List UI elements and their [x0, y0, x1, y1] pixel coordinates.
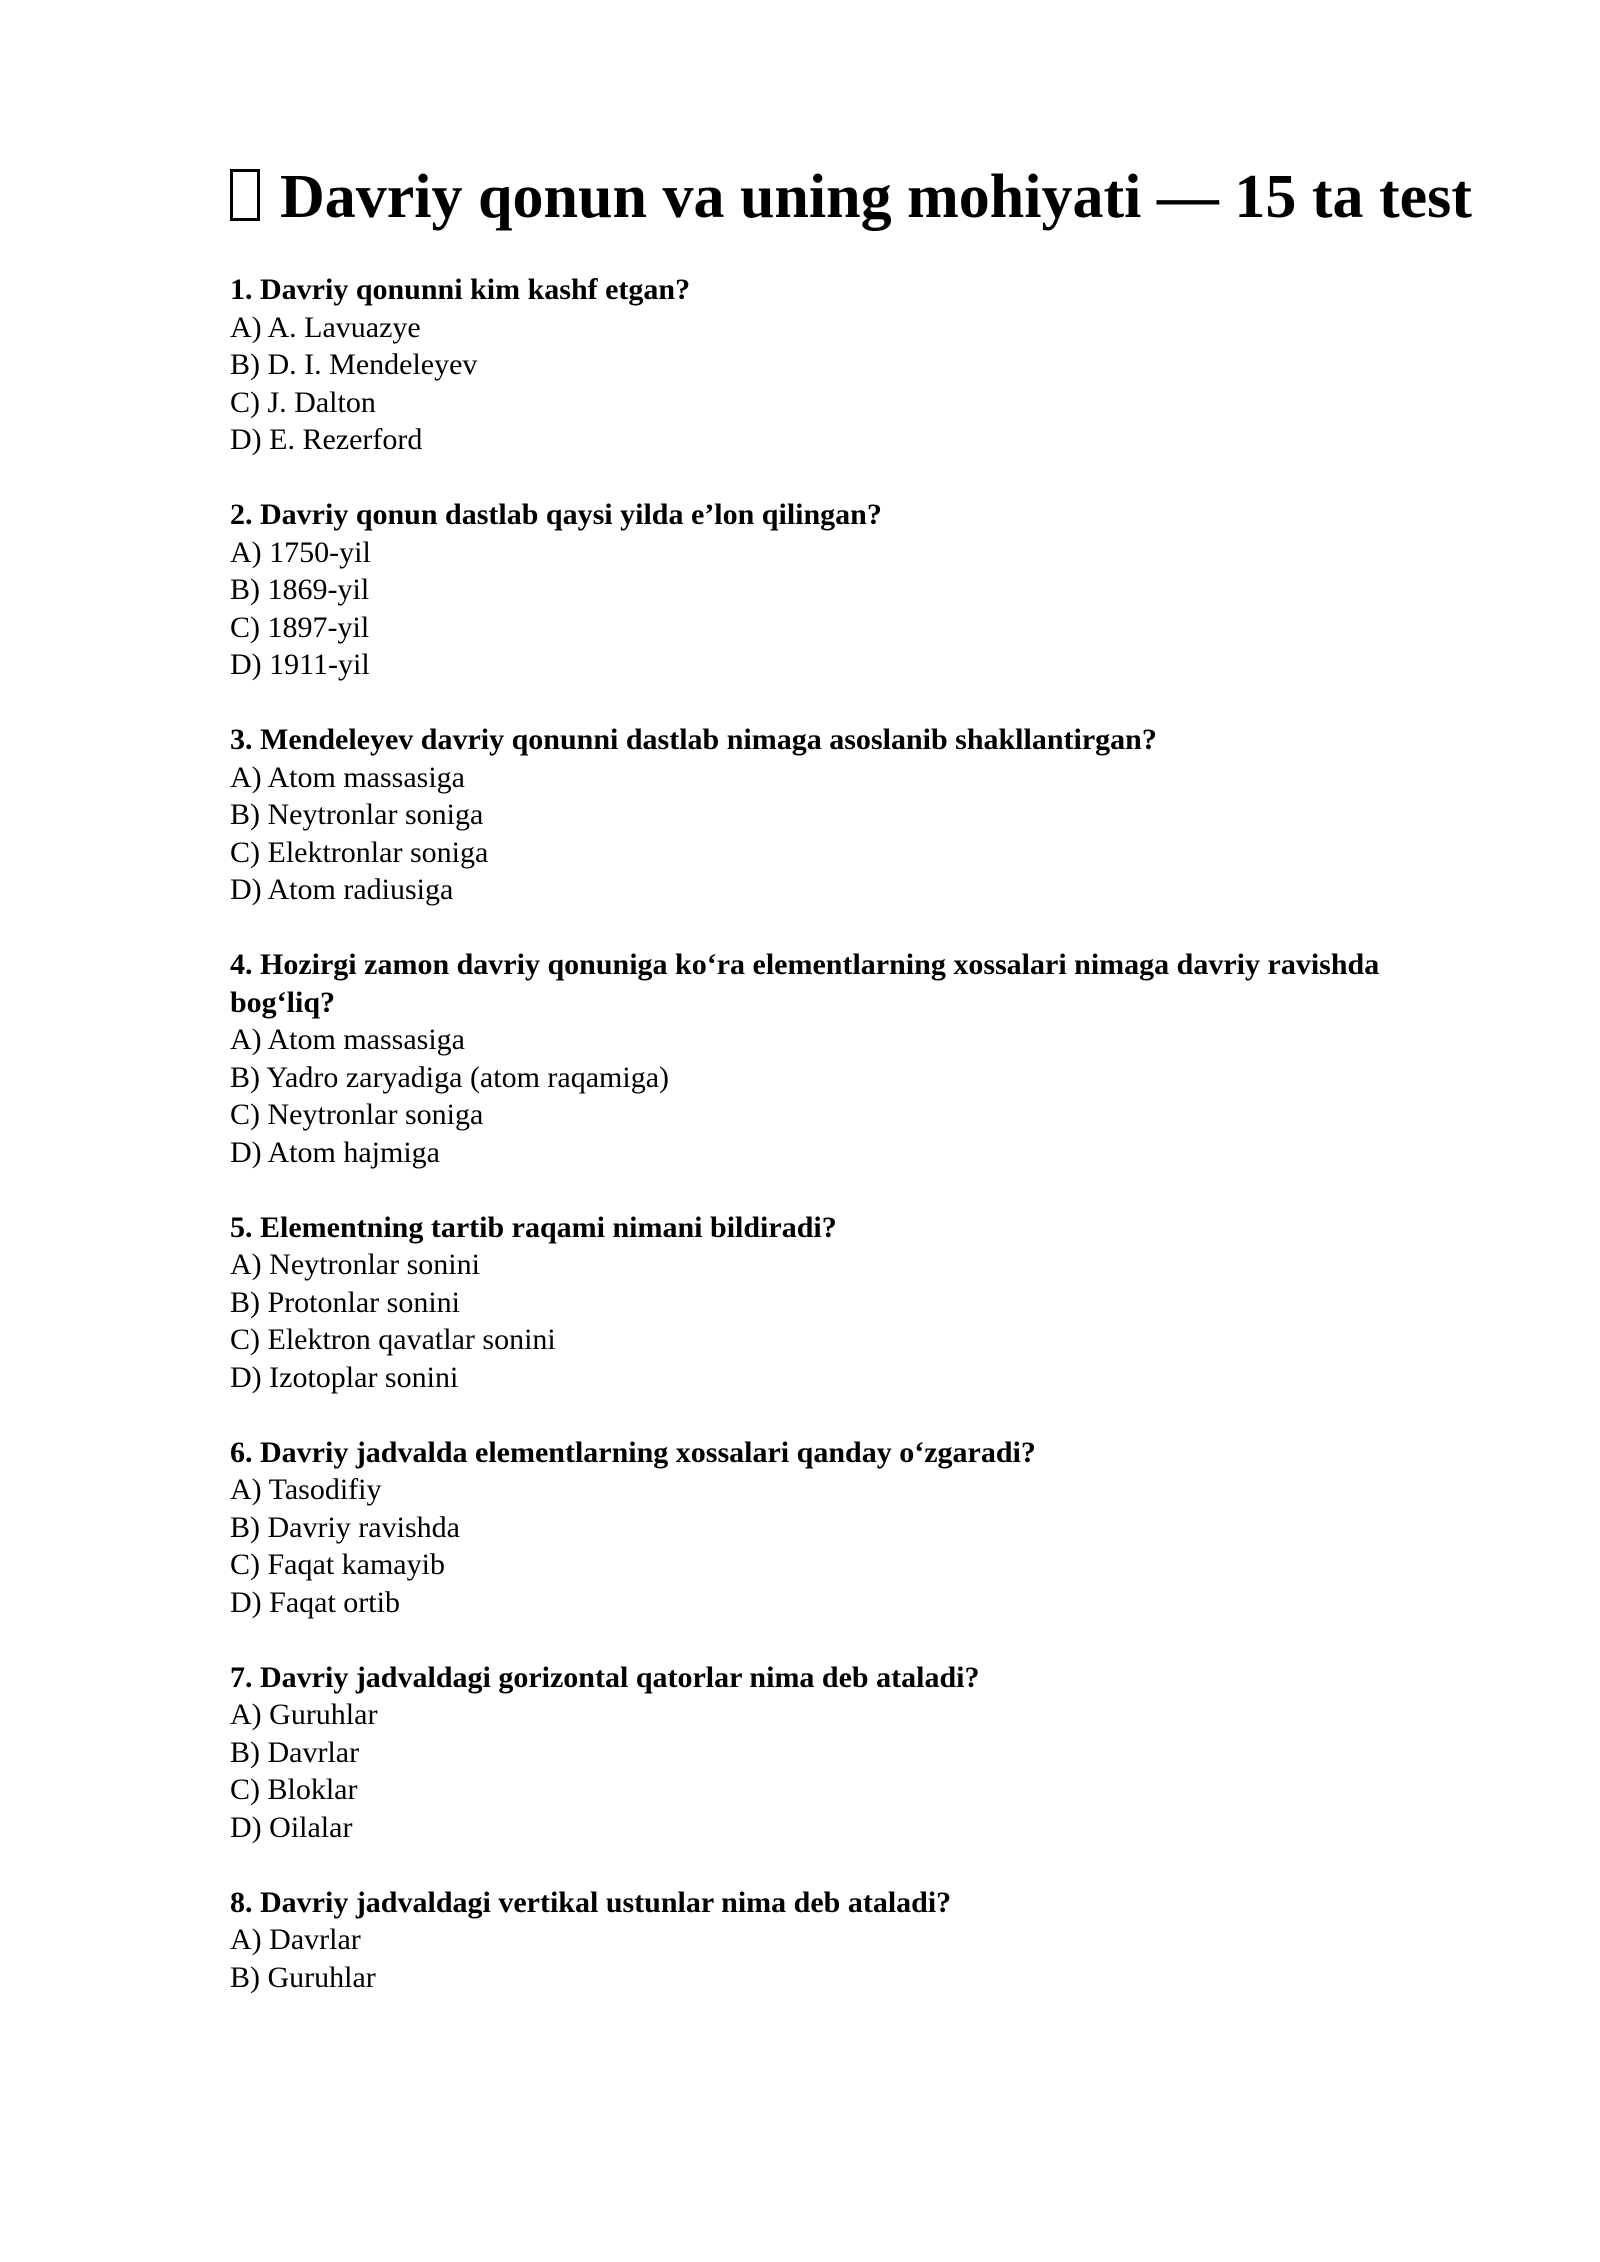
page-title [230, 158, 1490, 237]
answer-option: A) Neytronlar sonini [230, 1248, 480, 1281]
answer-option: A) Atom massasiga [230, 1023, 465, 1056]
answer-option: A) Guruhlar [230, 1698, 378, 1731]
answer-option: D) Izotoplar sonini [230, 1360, 459, 1394]
question-text: 4. Hozirgi zamon davriy qonuniga ko‘ra elementlarning xossalari nimaga davriy ravishda bog‘liq? [230, 948, 1380, 1019]
question-text: 5. Elementning tartib raqami nimani bildiradi? [230, 1210, 837, 1244]
answer-option: B) Davriy ravishda [230, 1510, 460, 1544]
answer-option: C) 1897-yil [230, 610, 370, 644]
question-text: 8. Davriy jadvaldagi vertikal ustunlar nima deb ataladi? [230, 1885, 952, 1919]
answer-option: C) Neytronlar soniga [230, 1098, 484, 1131]
question-text: 7. Davriy jadvaldagi gorizontal qatorlar nima deb ataladi? [230, 1660, 980, 1694]
question-block [230, 721, 1490, 909]
answer-option: D) 1911-yil [230, 648, 370, 681]
question-block [230, 1209, 1490, 1397]
answer-option: B) Yadro zaryadiga (atom raqamiga) [230, 1060, 670, 1094]
question-block [230, 1884, 1490, 1997]
missing-glyph-icon [230, 169, 260, 221]
document-page [230, 158, 1490, 2034]
answer-option: B) Neytronlar soniga [230, 798, 484, 831]
question-list [230, 271, 1490, 1996]
answer-option: A) A. Lavuazye [230, 310, 421, 344]
answer-option: D) Atom radiusiga [230, 873, 454, 906]
question-text: 6. Davriy jadvalda elementlarning xossalari qanday o‘zgaradi? [230, 1435, 1036, 1469]
question-block [230, 496, 1490, 684]
answer-option: A) Atom massasiga [230, 760, 465, 794]
answer-option: B) Guruhlar [230, 1960, 376, 1994]
title-text: Davriy qonun va uning mohiyati — 15 ta test [280, 163, 1472, 231]
question-block [230, 1659, 1490, 1847]
answer-option: B) Davrlar [230, 1735, 360, 1769]
question-text: 3. Mendeleyev davriy qonunni dastlab nimaga asoslanib shakllantirgan? [230, 723, 1157, 756]
answer-option: C) Faqat kamayib [230, 1548, 445, 1581]
answer-option: D) E. Rezerford [230, 423, 423, 456]
question-block [230, 271, 1490, 459]
answer-option: C) Elektron qavatlar sonini [230, 1323, 556, 1356]
question-text: 1. Davriy qonunni kim kashf etgan? [230, 273, 691, 306]
answer-option: D) Atom hajmiga [230, 1135, 440, 1169]
answer-option: B) Protonlar sonini [230, 1285, 460, 1319]
answer-option: C) Bloklar [230, 1773, 358, 1806]
answer-option: B) 1869-yil [230, 573, 370, 606]
answer-option: A) Davrlar [230, 1923, 361, 1956]
question-block [230, 946, 1490, 1171]
question-text: 2. Davriy qonun dastlab qaysi yilda e’lon qilingan? [230, 498, 882, 531]
answer-option: A) 1750-yil [230, 535, 371, 569]
answer-option: D) Faqat ortib [230, 1585, 400, 1619]
answer-option: B) D. I. Mendeleyev [230, 348, 478, 381]
answer-option: D) Oilalar [230, 1810, 353, 1844]
answer-option: C) Elektronlar soniga [230, 835, 489, 869]
answer-option: A) Tasodifiy [230, 1473, 382, 1506]
question-block [230, 1434, 1490, 1622]
answer-option: C) J. Dalton [230, 385, 376, 419]
